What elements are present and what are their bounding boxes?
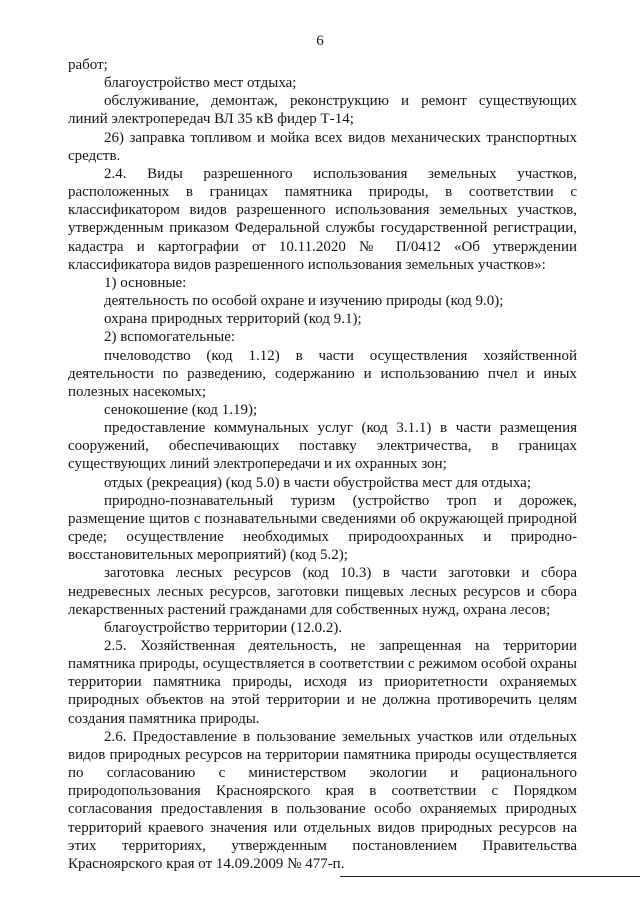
- paragraph: охрана природных территорий (код 9.1);: [104, 311, 362, 328]
- paragraph: 1) основные:: [104, 274, 187, 291]
- paragraph: сенокошение (код 1.19);: [104, 401, 258, 418]
- paragraph: 26) заправка топливом и мойка всех видов механических транспортных средств.: [68, 129, 577, 164]
- bottom-rule: [340, 876, 640, 877]
- paragraph: пчеловодство (код 1.12) в части осуществления хозяйственной деятельности по разведению, содержанию и использованию пчел и иных полезных насекомых;: [68, 347, 577, 400]
- paragraph: 2.5. Хозяйственная деятельность, не запрещенная на территории памятника природы, осуществляется в соответствии с режимом особой охраны территории памятника природы, исходя из приоритетности охраняемых природных объектов на этой территории и не должна противоречить целям создания памятника природы.: [68, 638, 577, 727]
- paragraph: природно-познавательный туризм (устройство троп и дорожек, размещение щитов с познавательными сведениями об окружающей природной среде; осуществление необходимых природоохранных и природно-восстановительных мероприятий) (код 5.2);: [68, 492, 577, 564]
- paragraph: работ;: [68, 57, 108, 73]
- paragraph: благоустройство территории (12.0.2).: [104, 619, 343, 636]
- paragraph: благоустройство мест отдыха;: [104, 75, 297, 92]
- paragraph: 2.4. Виды разрешенного использования земельных участков, расположенных в границах памятника природы, в соответствии с классификатором видов разрешенного использования земельных участков, утвержденным приказом Федеральной службы государственной регистрации, кадастра и картографии от 10.11.2020 № П/0412 «Об утверждении классификатора видов разрешенного использования земельных участков»:: [68, 165, 577, 273]
- document-body: [68, 56, 577, 873]
- paragraph: предоставление коммунальных услуг (код 3.1.1) в части размещения сооружений, обеспечивающих поставку электричества, в границах существующих линий электропередачи и их охранных зон;: [68, 420, 577, 473]
- page-number: 6: [316, 33, 324, 49]
- paragraph: обслуживание, демонтаж, реконструкцию и ремонт существующих линий электропередач ВЛ 35 кВ фидер Т-14;: [68, 93, 577, 128]
- paragraph: отдых (рекреация) (код 5.0) в части обустройства мест для отдыха;: [104, 474, 531, 491]
- paragraph: 2) вспомогательные:: [104, 329, 236, 346]
- paragraph: 2.6. Предоставление в пользование земельных участков или отдельных видов природных ресурсов на территории памятника природы осуществляется по согласованию с министерством экологии и рационального природопользования Красноярского края в соответствии с Порядком согласования предоставления в пользование особо охраняемых природных территорий краевого значения или отдельных видов природных ресурсов на этих территориях, утвержденным постановлением Правительства Красноярского края от 14.09.2009 № 477-п.: [68, 728, 577, 872]
- paragraph: заготовка лесных ресурсов (код 10.3) в части заготовки и сбора недревесных лесных ресурсов, заготовки пищевых лесных ресурсов и сбора лекарственных растений гражданами для собственных нужд, охрана лесов;: [68, 565, 577, 618]
- paragraph: деятельность по особой охране и изучению природы (код 9.0);: [104, 293, 504, 310]
